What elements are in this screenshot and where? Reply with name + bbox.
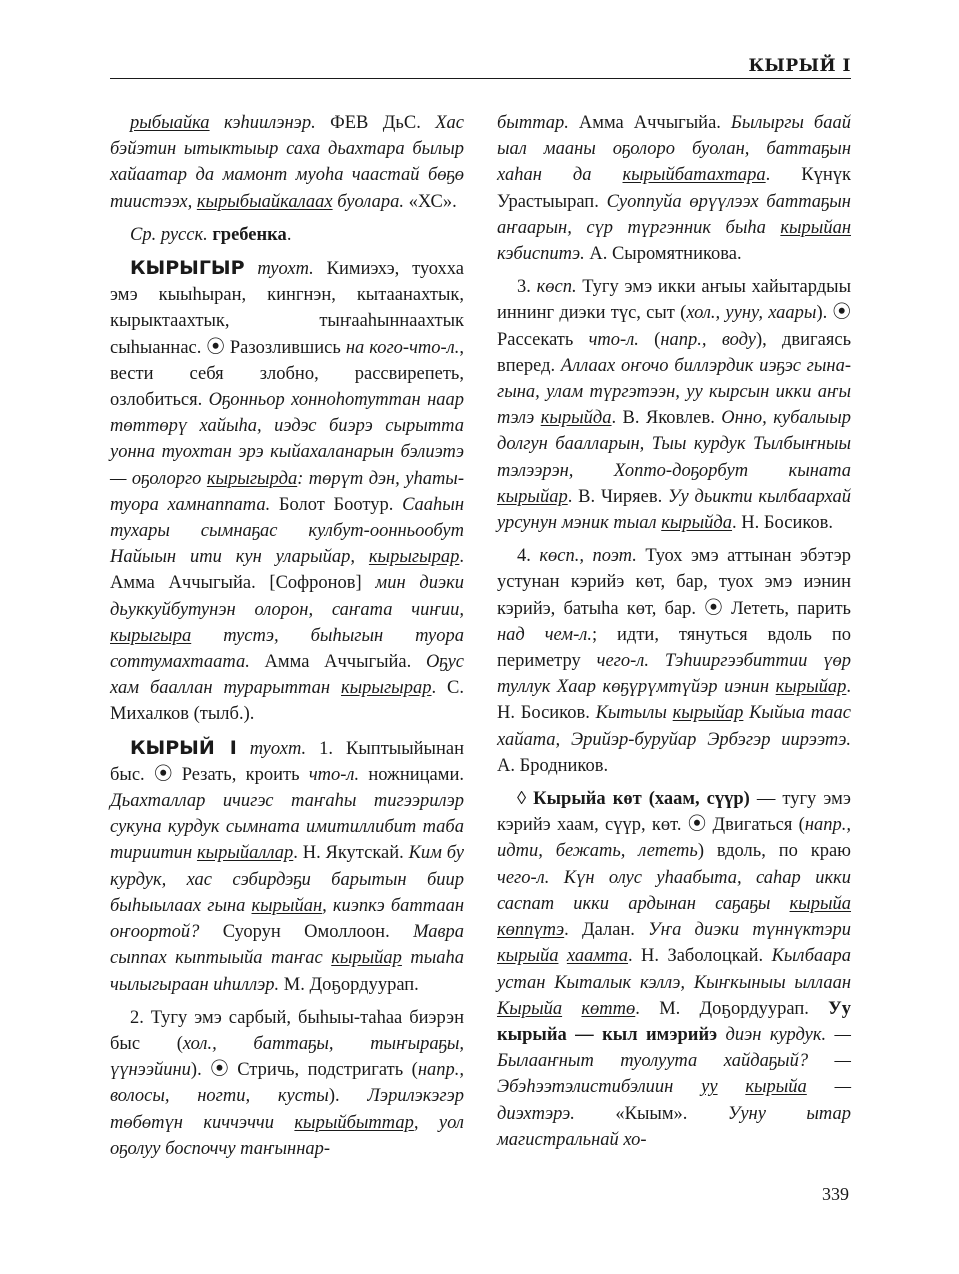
entry-paragraph: 3. көсп. Тугу эмэ икки аҥыы хайытардыы иннинг диэки түс, сыт (хол., ууну, хаары). ⦿ Рассекать что-л. (напр., воду), двигаясь вперед. Аллаах оҥочо биллэрдик иэҕэс гына-гына, улам түргэтээн, уу кырсын икки аҥы тэлэ кырыйда. В. Яковлев. Онно, кубалыыр долгун баалларын, Тыы курдук Тылбыҥныы тэлээрэн, Хопто-доҕорбут кыната кырыйар. В. Чиряев. Уу дьикти кылбаархай урсунун мэник тыал кырыйда. Н. Босиков.: [497, 277, 852, 534]
page-number: 339: [822, 1184, 849, 1204]
entry-paragraph: КЫРЫГЫР туохт. Кимиэхэ, туохха эмэ кыыһыран, кингнэн, кытаанахтык, кырыктаахтык, тыҥааһыннаахтык сыһыаннас. ⦿ Разозлившись на кого-что-л., вести себя злобно, рассвирепеть, озлобиться. Оҕонньор хонноhотуттан наар төттөрү хайыhа, иэдэс биэрэ сырытта уонна туохтан эрэ кыйахаланарын бэлиэтэ — оҕолорго кырыгырда: төрүт дэн, уhаты-туора хамнаппата. Болот Боотур. Сааhын тухары сымнаҕас кулбут-оонньообут Найыын ити кун уларыйар, кырыгырар. Амма Аччыгыйа. [Софронов] мин диэки дьуккуйбутунэн олорон, саҥата чиҥии, кырыгыра тустэ, быһыгын туора соттумахтаата. Амма Аччыгыйа. Оҕус хам бааллан турарыттан кырыгырар. С. Михалков (тылб.).: [110, 257, 465, 725]
entry-paragraph: рыбыайка кэhиилэнэр. ФЕВ ДьС. Хас бэйэтин ытыктыыр саха дьахтара былыр хайаатар да мамонт муоhа чаастай бөҕө тиистээх, кырыбыайкалаах буолара. «ХС».: [110, 113, 464, 212]
entry-paragraph: КЫРЫЙ I туохт. 1. Кыптыыйынан быс. ⦿ Резать, кроить что-л. ножницами. Дьахталлар ичигэс таҥаhы тигээрилэр сукуна курдук сымната имитиллибит таба тириитин кырыйаллар. Н. Якутскай. Ким бу курдук, хас сэбирдэҕи барытын биир быһыылаах гына кырыйан, киэпкэ баттаан оҥоортой? Суорун Омоллоон. Мавра сыппах кыптыыйа таҥас кырыйар тыаhа чылыгыраан иhиллэр. М. Доҕордуурап.: [110, 736, 465, 995]
running-head: КЫРЫЙ I: [748, 56, 851, 76]
entry-paragraph: Ср. русск. гребенка.: [130, 224, 292, 245]
right-column: [497, 110, 851, 1160]
header-rule: [110, 78, 851, 79]
entry-paragraph: быттар. Амма Аччыгыйа. Былыргы баай ыал мааны оҕолоро буолан, баттаҕын хаhан да кырыйбатахтара. Күнүк Урастыырап. Суоппуйа өрүүлээх баттаҕын аҥаарын, сүр түргэнник быhа кырыйан кэбиспитэ. А. Сыромятникова.: [497, 113, 851, 265]
entry-paragraph: 2. Тугу эмэ сарбый, быһыы-таһаа биэрэн быс (хол., баттаҕы, тыҥыраҕы, үүнээйини). ⦿ Стричь, подстригать (напр., волосы, ногти, кусты). Лэрилэкэгэр төбөтүн киччэччи кырыйбыттар, уол оҕолуу боспоччу таҥыннар-: [110, 1007, 464, 1159]
left-column: [110, 110, 464, 1169]
entry-paragraph: 4. көсп., поэт. Туох эмэ аттынан эбэтэр устунан кэрийэ көт, бар, туох эмэ иэнин кэрийэ, батыhа көт, бар. ⦿ Лететь, парить над чем-л.; идти, тянуться вдоль по периметру чего-л. Тэhииргээбиттии үөр туллук Хаар көҕүрүмтүйэр иэнин кырыйар. Н. Босиков. Кытылы кырыйар Кыйыа таас хайата, Эрийэр-буруйар Эрбэгэр иирээтэ. А. Бродников.: [497, 546, 852, 776]
entry-paragraph: ◊ Кырыйа көт (хаам, сүүр) — тугу эмэ кэрийэ хаам, сүүр, көт. ⦿ Двигаться (напр., идти, бежать, лететь) вдоль, по краю чего-л. Күн олус уhаабыта, саhар икки саспат икки ардынан саҕаҕы кырыйа көппүтэ. Далан. Уҥа диэки түннүктэри кырыйа хаамта. Н. Заболоцкай. Кылбаара устан Кыталык кэллэ, Кыҥкыныы ыллаан Кырыйа көттө. М. Доҕордуурап. Уу кырыйа — кыл имэрийэ диэн курдук. — Былааҥныт туолуута хайдаҕый? — Эбэhээтэлистибэлиин уу кырыйа — диэхтэрэ. «Кыым». Ууну ытар магистральнай хо-: [497, 789, 852, 1150]
